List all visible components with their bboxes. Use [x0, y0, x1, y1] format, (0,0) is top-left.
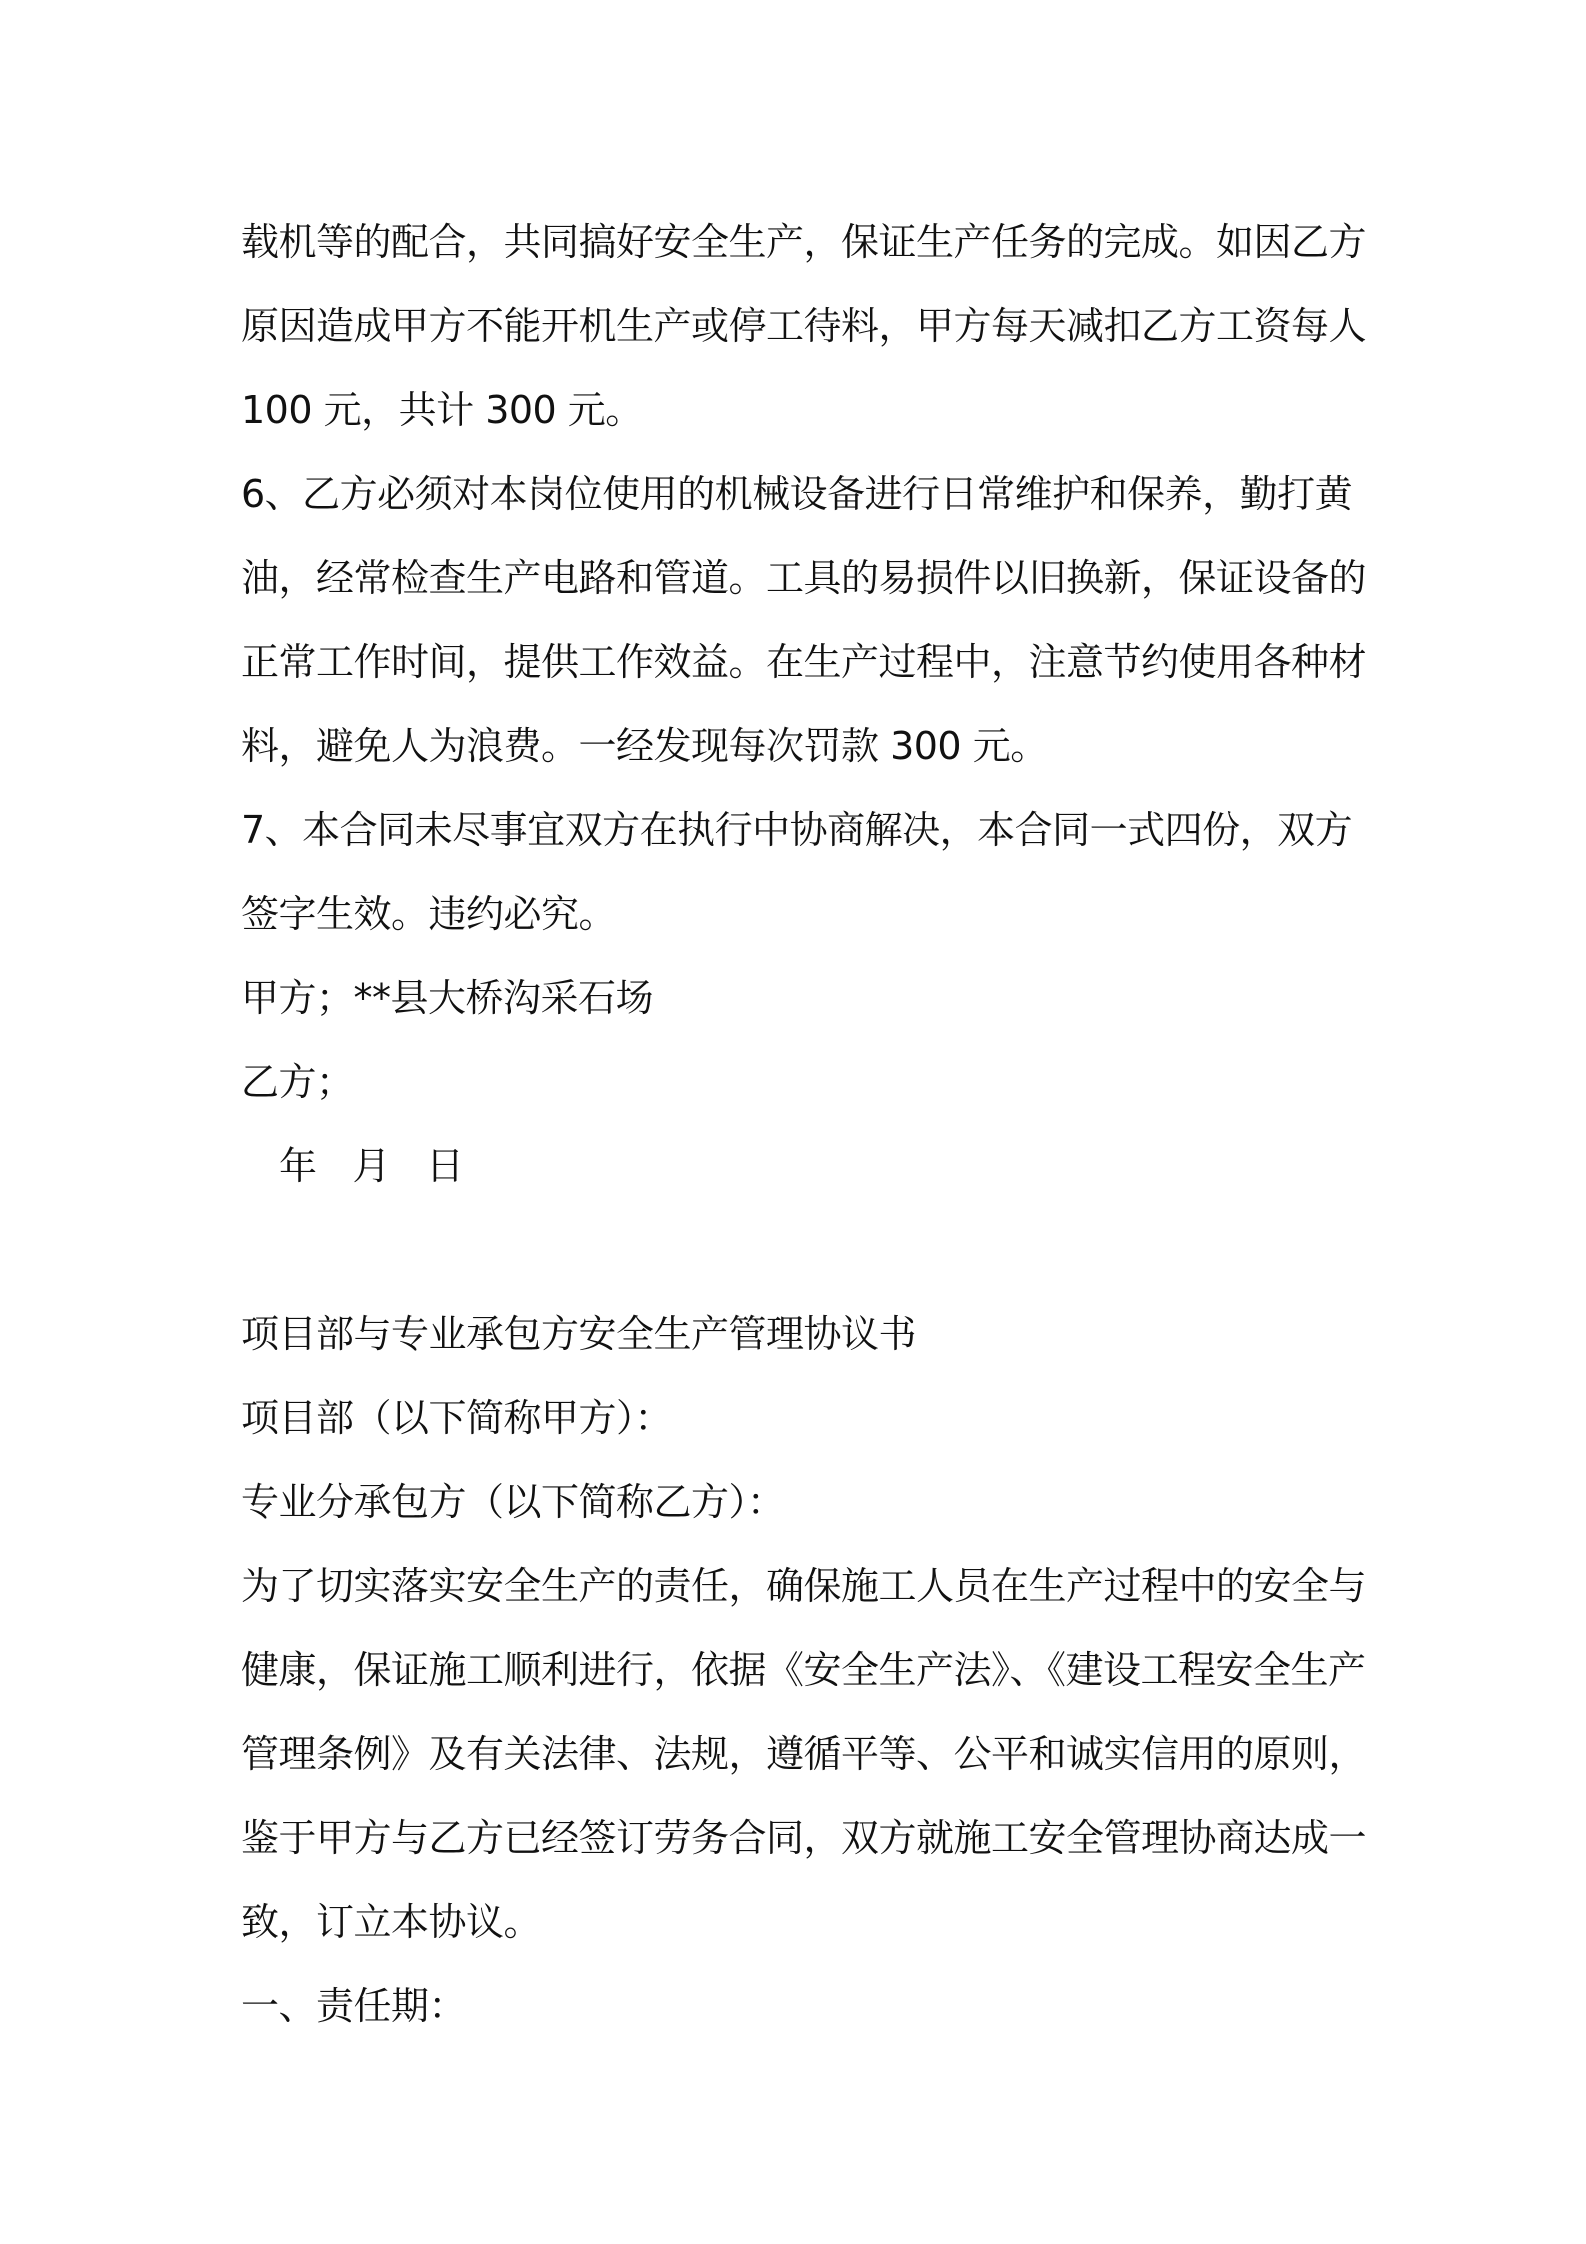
agreement-title: 项目部与专业承包方安全生产管理协议书: [241, 1312, 917, 1356]
date-month: 月: [352, 1144, 391, 1188]
preamble-line: 健康，保证施工顺利进行，依据《安全生产法》、《建设工程安全生产: [241, 1648, 1366, 1692]
contract-text-line: 原因造成甲方不能开机生产或停工待料，甲方每天减扣乙方工资每人: [241, 304, 1367, 348]
party-a-signature: 甲方；**县大桥沟采石场: [241, 976, 654, 1020]
preamble-line: 为了切实落实安全生产的责任，确保施工人员在生产过程中的安全与: [241, 1564, 1367, 1608]
preamble-line: 致，订立本协议。: [241, 1900, 542, 1944]
date-year: 年: [279, 1144, 317, 1188]
preamble-line: 鉴于甲方与乙方已经签订劳务合同，双方就施工安全管理协商达成一: [241, 1816, 1367, 1860]
section-spacer: [241, 1208, 1359, 1292]
contract-text-line: 100 元，共计 300 元。: [241, 388, 643, 432]
clause-6-line: 6、乙方必须对本岗位使用的机械设备进行日常维护和保养，勤打黄: [241, 472, 1353, 516]
signature-date: [241, 1124, 1359, 1208]
clause-6-line: 油，经常检查生产电路和管道。工具的易损件以旧换新，保证设备的: [241, 556, 1367, 600]
clause-7-line: 签字生效。违约必究。: [241, 892, 617, 936]
date-day: 日: [426, 1144, 464, 1188]
clause-7-line: 7、本合同未尽事宜双方在执行中协商解决，本合同一式四份，双方: [241, 808, 1353, 852]
clause-6-line: 料，避免人为浪费。一经发现每次罚款 300 元。: [241, 724, 1048, 768]
document-body: [241, 200, 1367, 2048]
contract-text-line: 载机等的配合，共同搞好安全生产，保证生产任务的完成。如因乙方: [241, 220, 1367, 264]
clause-6-line: 正常工作时间，提供工作效益。在生产过程中，注意节约使用各种材: [241, 640, 1367, 684]
party-b-signature: 乙方；: [241, 1060, 354, 1104]
preamble-line: 管理条例》及有关法律、法规，遵循平等、公平和诚实信用的原则，: [241, 1732, 1367, 1776]
subcontractor-party: 专业分承包方（以下简称乙方）：: [241, 1480, 785, 1524]
section-heading-responsibility-period: 一、责任期：: [241, 1984, 467, 2028]
project-dept-party: 项目部（以下简称甲方）：: [241, 1396, 673, 1440]
